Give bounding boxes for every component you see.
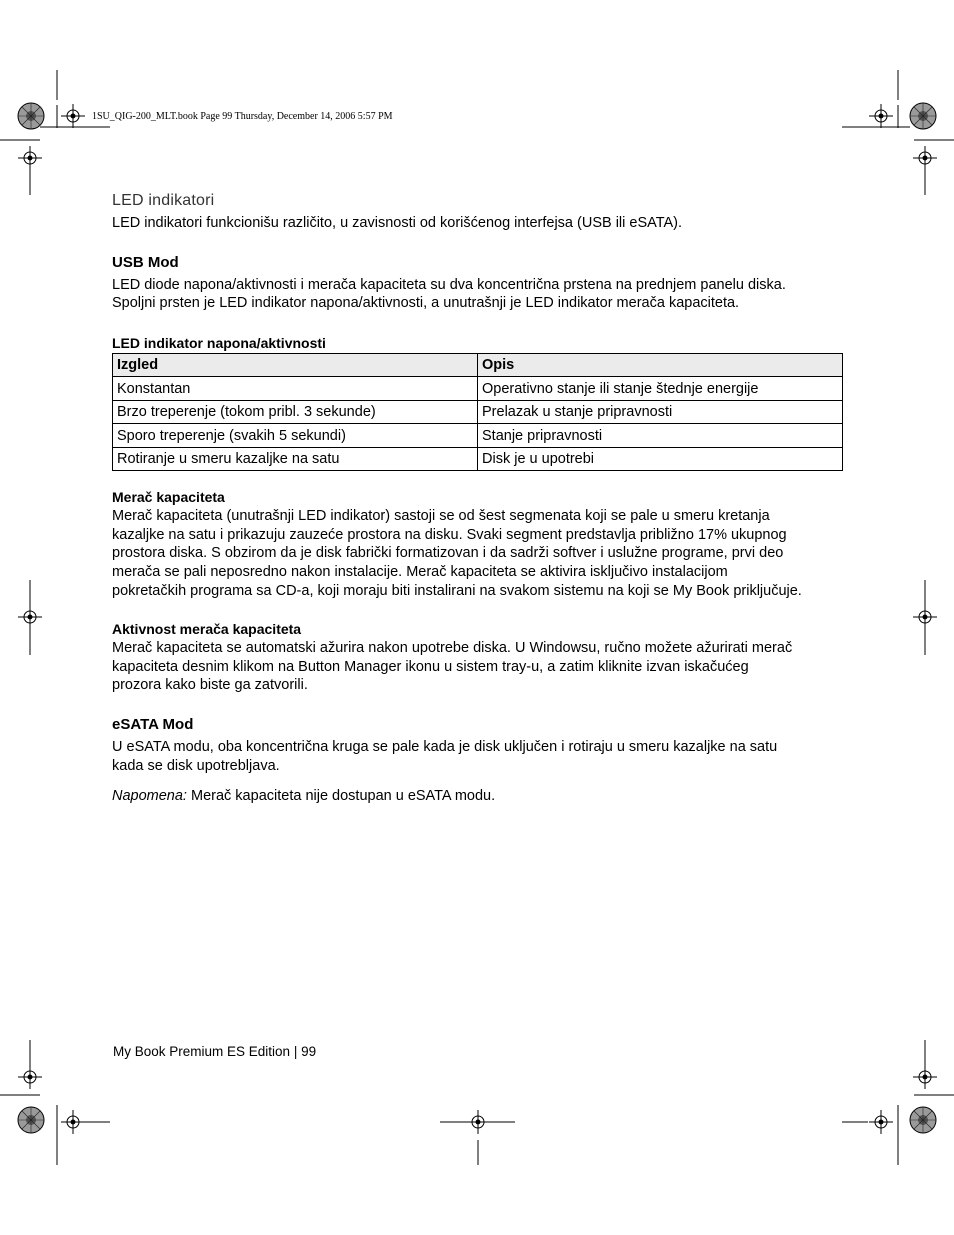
usb-mode-heading: USB Mod bbox=[112, 253, 179, 271]
power-table-caption: LED indikator napona/aktivnosti bbox=[112, 334, 326, 351]
paragraph-line: kazaljke na satu i prikazuju zauzeće prostora na disku. Svaki segment predstavlja približno 17% ukupnog bbox=[112, 526, 787, 543]
paragraph-line: Merač kapaciteta se automatski ažurira nakon upotrebe diska. U Windowsu, ručno možete ažurirati merač bbox=[112, 640, 793, 657]
note-label: Napomena: bbox=[112, 788, 187, 805]
paragraph-line: kapaciteta desnim klikom na Button Manager ikonu u sistem tray-u, a zatim kliknite izvan iskačućeg bbox=[112, 658, 749, 675]
table-cell: Brzo treperenje (tokom pribl. 3 sekunde) bbox=[113, 400, 478, 424]
gauge-activity-heading: Aktivnost merača kapaciteta bbox=[112, 621, 302, 638]
usb-mode-line: LED diode napona/aktivnosti i merača kapaciteta su dva koncentrična prstena na prednjem panelu diska. bbox=[112, 276, 786, 293]
gauge-activity-paragraph bbox=[112, 639, 844, 695]
table-header-row bbox=[113, 353, 843, 377]
table-cell: Operativno stanje ili stanje štednje energije bbox=[478, 377, 843, 401]
table-header-cell: Opis bbox=[478, 353, 843, 377]
page-content bbox=[112, 192, 844, 806]
led-intro-paragraph: LED indikatori funkcionišu različito, u zavisnosti od korišćenog interfejsa (USB ili eSATA). bbox=[112, 215, 683, 231]
table-row bbox=[113, 447, 843, 471]
paragraph-line: kada se disk upotrebljava. bbox=[112, 757, 280, 774]
table-row bbox=[113, 377, 843, 401]
print-header-info: 1SU_QIG-200_MLT.book Page 99 Thursday, December 14, 2006 5:57 PM bbox=[92, 111, 393, 122]
capacity-gauge-paragraph bbox=[112, 507, 844, 600]
usb-mode-line: Spoljni prsten je LED indikator napona/aktivnosti, a unutrašnji je LED indikator merača kapaciteta. bbox=[112, 295, 740, 312]
paragraph-line: merača se pali neposredno nakon instalacije. Merač kapaciteta se aktivira isključivo instalacijom bbox=[112, 564, 728, 581]
table-cell: Stanje pripravnosti bbox=[478, 424, 843, 448]
usb-mode-paragraph bbox=[112, 276, 844, 313]
esata-mode-heading: eSATA Mod bbox=[112, 716, 194, 734]
paragraph-line: U eSATA modu, oba koncentrična kruga se pale kada je disk uključen i rotiraju u smeru kazaljke na satu bbox=[112, 739, 778, 756]
table-cell: Konstantan bbox=[113, 377, 478, 401]
power-activity-table bbox=[112, 353, 843, 472]
table-row bbox=[113, 424, 843, 448]
paragraph-line: Merač kapaciteta (unutrašnji LED indikator) sastoji se od šest segmenata koji se pale u smeru kretanja bbox=[112, 508, 770, 525]
page-footer: My Book Premium ES Edition | 99 bbox=[113, 1044, 317, 1059]
section-title-led-indicators: LED indikatori bbox=[112, 192, 215, 209]
esata-mode-paragraph bbox=[112, 738, 844, 775]
table-row bbox=[113, 400, 843, 424]
capacity-gauge-heading: Merač kapaciteta bbox=[112, 489, 225, 506]
table-header-cell: Izgled bbox=[113, 353, 478, 377]
paragraph-line: prostora diska. S obzirom da je disk fabrički formatizovan i da sadrži softver i uslužne programe, prvi deo bbox=[112, 545, 784, 562]
table-cell: Disk je u upotrebi bbox=[478, 447, 843, 471]
table-cell: Prelazak u stanje pripravnosti bbox=[478, 400, 843, 424]
paragraph-line: pokretačkih programa sa CD-a, koji moraju biti instalirani na svakom sistemu na koji se My Book priključuje. bbox=[112, 582, 802, 599]
esata-note bbox=[112, 787, 844, 806]
paragraph-line: prozora kako biste ga zatvorili. bbox=[112, 677, 308, 694]
table-cell: Rotiranje u smeru kazaljke na satu bbox=[113, 447, 478, 471]
note-text: Merač kapaciteta nije dostupan u eSATA modu. bbox=[186, 788, 496, 805]
table-cell: Sporo treperenje (svakih 5 sekundi) bbox=[113, 424, 478, 448]
